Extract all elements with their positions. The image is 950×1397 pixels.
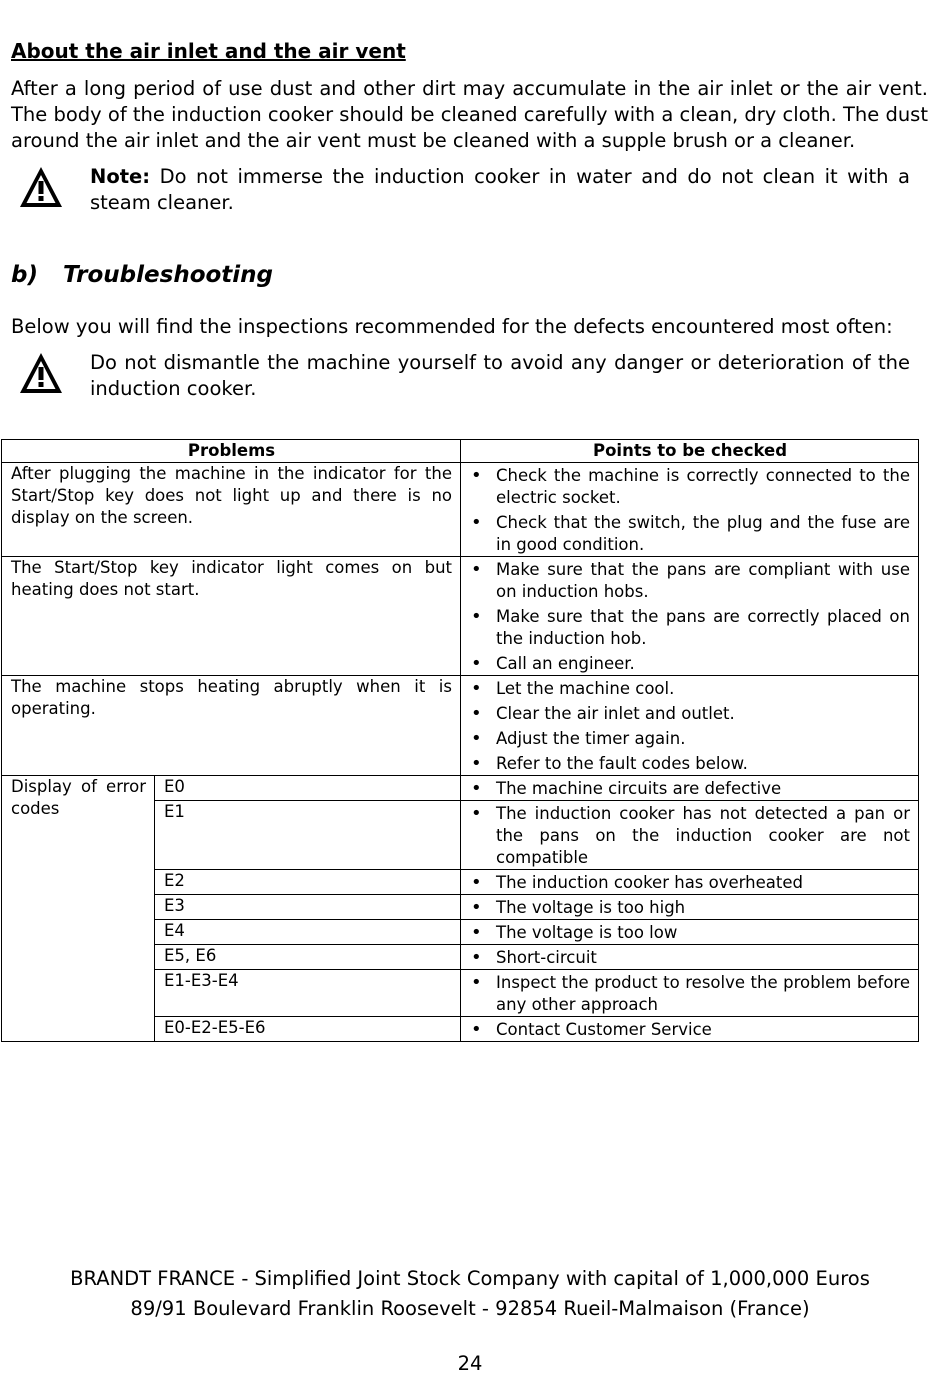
table-row	[2, 557, 919, 676]
checks-cell	[461, 1017, 919, 1042]
section-letter: b)	[11, 262, 38, 288]
error-code: E1-E3-E4	[155, 970, 461, 1017]
troubleshooting-heading	[11, 262, 273, 288]
troubleshooting-intro: Below you will find the inspections recommended for the defects encountered most often:	[11, 315, 893, 338]
error-code: E4	[155, 920, 461, 945]
list-item: • Check the machine is correctly connected to the electric socket.	[470, 465, 910, 509]
footer-address: 89/91 Boulevard Franklin Roosevelt - 92854 Rueil-Malmaison (France)	[130, 1297, 810, 1320]
checks-cell	[461, 870, 919, 895]
list-item: • Make sure that the pans are compliant with use on induction hobs.	[470, 559, 910, 603]
note-text	[90, 164, 910, 216]
list-item: • Make sure that the pans are correctly placed on the induction hob.	[470, 606, 910, 650]
list-item: • Let the machine cool.	[470, 678, 910, 700]
warning-icon	[18, 350, 64, 396]
checks-cell	[461, 920, 919, 945]
note-label: Note:	[90, 165, 151, 188]
problem-cell: After plugging the machine in the indicator for the Start/Stop key does not light up and there is no display on the screen.	[2, 463, 461, 557]
table-header-row	[2, 440, 919, 463]
list-item: • The machine circuits are defective	[470, 778, 910, 800]
error-code: E5, E6	[155, 945, 461, 970]
error-code-row	[2, 776, 919, 801]
checks-cell	[461, 801, 919, 870]
list-item: • The induction cooker has overheated	[470, 872, 910, 894]
checks-cell	[461, 676, 919, 776]
checks-list	[470, 557, 910, 675]
checks-cell	[461, 970, 919, 1017]
error-code: E1	[155, 801, 461, 870]
list-item: • Short-circuit	[470, 947, 910, 969]
list-item: • Refer to the fault codes below.	[470, 753, 910, 775]
checks-cell	[461, 945, 919, 970]
error-code: E3	[155, 895, 461, 920]
air-inlet-paragraph: After a long period of use dust and other dirt may accumulate in the air inlet or the air vent. The body of the induction cooker should be cleaned carefully with a clean, dry cloth. The dust around the air inlet and the air vent must be cleaned with a supple brush or a cleaner.	[11, 77, 928, 152]
problem-cell: The Start/Stop key indicator light comes on but heating does not start.	[2, 557, 461, 676]
note-body: Do not immerse the induction cooker in water and do not clean it with a steam cleaner.	[90, 165, 910, 214]
checks-cell	[461, 895, 919, 920]
list-item: • Inspect the product to resolve the problem before any other approach	[470, 972, 910, 1016]
table-row	[2, 676, 919, 776]
error-code: E0	[155, 776, 461, 801]
error-code: E2	[155, 870, 461, 895]
list-item: • Check that the switch, the plug and the fuse are in good condition.	[470, 512, 910, 556]
air-inlet-heading: About the air inlet and the air vent	[11, 39, 406, 63]
list-item: • Contact Customer Service	[470, 1019, 910, 1041]
checks-cell	[461, 776, 919, 801]
error-code: E0-E2-E5-E6	[155, 1017, 461, 1042]
checks-cell	[461, 463, 919, 557]
warning-icon	[18, 164, 64, 210]
footer-company: BRANDT FRANCE - Simplified Joint Stock Company with capital of 1,000,000 Euros	[70, 1267, 870, 1290]
list-item: • Clear the air inlet and outlet.	[470, 703, 910, 725]
checks-list	[470, 676, 910, 775]
table-row	[2, 463, 919, 557]
list-item: • Adjust the timer again.	[470, 728, 910, 750]
header-problems: Problems	[2, 440, 461, 463]
warning-text: Do not dismantle the machine yourself to avoid any danger or deterioration of the induction cooker.	[90, 351, 910, 400]
section-title: Troubleshooting	[63, 262, 274, 288]
list-item: • The voltage is too high	[470, 897, 910, 919]
header-points: Points to be checked	[461, 440, 919, 463]
error-codes-label: Display of error codes	[2, 776, 155, 1042]
page-number: 24	[457, 1352, 483, 1375]
checks-list	[470, 463, 910, 556]
list-item: • The induction cooker has not detected a pan or the pans on the induction cooker are not compatible	[470, 803, 910, 869]
list-item: • Call an engineer.	[470, 653, 910, 675]
list-item: • The voltage is too low	[470, 922, 910, 944]
problem-cell: The machine stops heating abruptly when it is operating.	[2, 676, 461, 776]
troubleshooting-table	[1, 439, 919, 1042]
checks-cell	[461, 557, 919, 676]
